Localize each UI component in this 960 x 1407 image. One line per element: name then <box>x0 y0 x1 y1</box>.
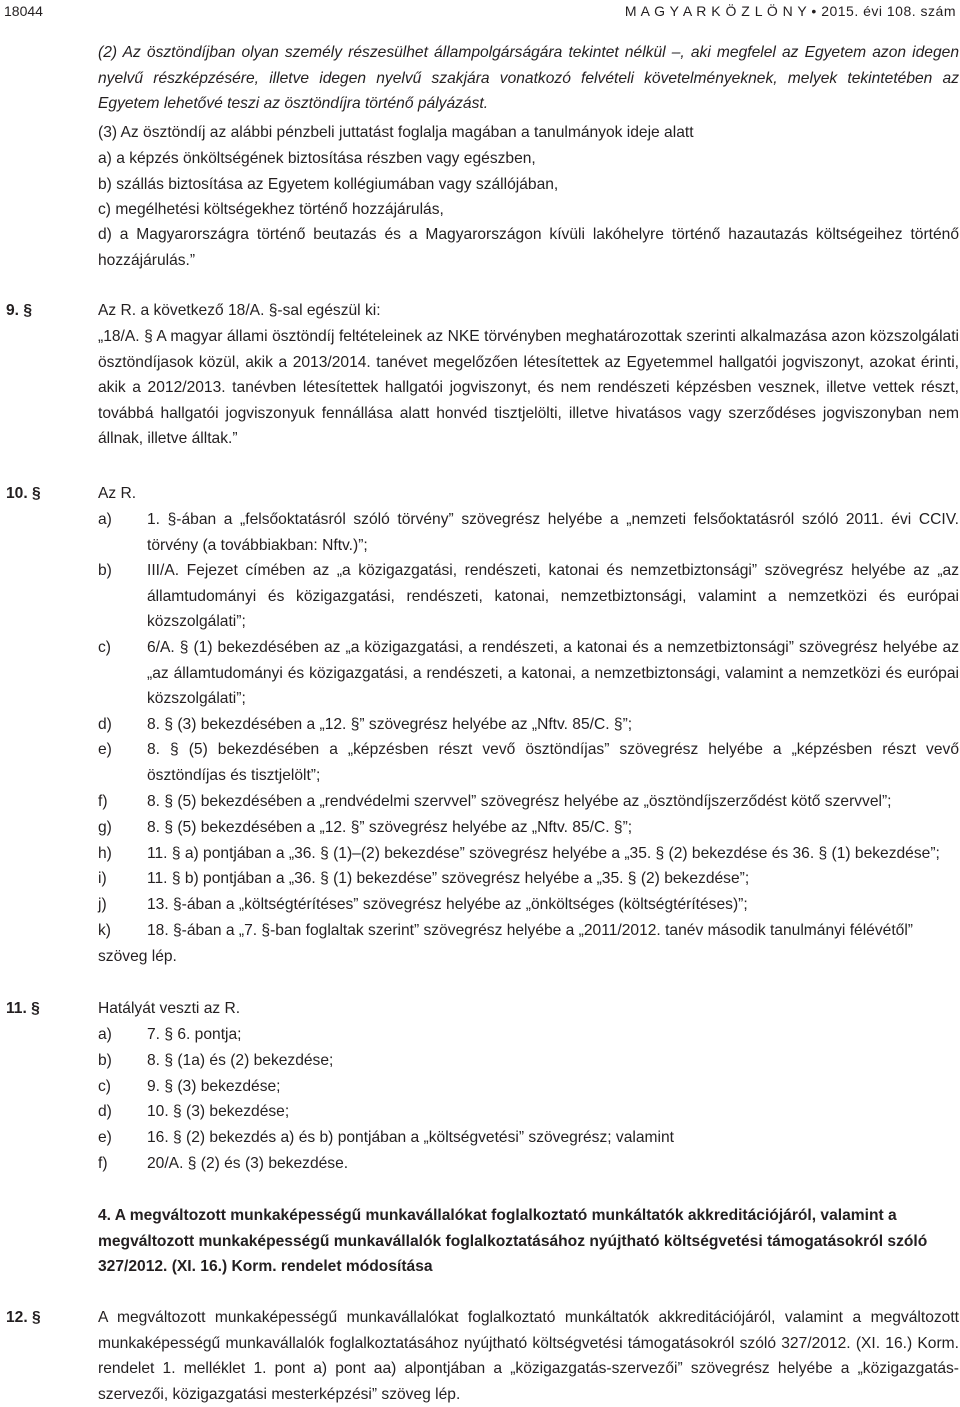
s10-item-text: 13. §-ában a „költségtérítéses” szövegrész helyébe az „önköltséges (költségtérítéses)”; <box>147 896 748 913</box>
s10-item-label: k) <box>98 922 111 939</box>
s11-item-label: b) <box>98 1052 112 1069</box>
s11-item-text: 10. § (3) bekezdése; <box>147 1103 290 1120</box>
section-9-lead: Az R. a következő 18/A. §-sal egészül ki: <box>98 302 381 319</box>
s10-item-label: d) <box>98 716 112 733</box>
s11-item-label: c) <box>98 1078 111 1095</box>
s10-item-text: 18. §-ában a „7. §-ban foglaltak szerint” szövegrész helyébe a „2011/2012. tanév második tanulmányi félévétől” <box>147 922 913 939</box>
s10-item-label: i) <box>98 870 107 887</box>
s10-item-text: 8. § (3) bekezdésében a „12. §” szövegrész helyébe az „Nftv. 85/C. §”; <box>147 716 633 733</box>
item-d: d) a Magyarországra történő beutazás és a Magyarországon kívüli lakóhelyre történő hazautazás költségeihez történő hozzájárulás.” <box>98 226 959 269</box>
item-a: a) a képzés önköltségének biztosítása részben vagy egészben, <box>98 150 536 167</box>
section-12-text: A megváltozott munkaképességű munkavállalókat foglalkoztató munkáltatók akkreditációjáról, valamint a megváltozott munkaképességű munkavállalók foglalkoztatásához nyújtható költségvetési támogatásokról szóló 327/2012. (XI. 16.) Korm. rendelet 1. melléklet 1. pont a) pont aa) alpontjában a „közigazgatás-szervezői” szövegrész helyébe a „közigazgatás-szervezői, közigazgatási mesterképzési” szöveg lép. <box>98 1309 959 1403</box>
s11-item-text: 16. § (2) bekezdés a) és b) pontjában a „költségvetési” szövegrész; valamint <box>147 1129 674 1146</box>
s10-item-label: c) <box>98 639 111 656</box>
s10-item-label: j) <box>98 896 107 913</box>
paragraph-2: (2) Az ösztöndíjban olyan személy részesülhet állampolgárságára tekintet nélkül –, aki megfelel az Egyetem azon idegen nyelvű részképzésére, illetve idegen nyelvű szakjára vonatkozó felvételi követelményeknek, melyek tekintetében az Egyetem lehetővé teszi az ösztöndíjra történő pályázást. <box>98 44 959 112</box>
s10-item-text: 11. § a) pontjában a „36. § (1)–(2) bekezdése” szövegrész helyébe a „35. § (2) bekezdése és 36. § (1) bekezdése”; <box>147 845 940 862</box>
paragraph-3: (3) Az ösztöndíj az alábbi pénzbeli juttatást foglalja magában a tanulmányok ideje alatt <box>98 124 694 141</box>
chapter-4-heading: 4. A megváltozott munkaképességű munkavállalókat foglalkoztató munkáltatók akkreditációjáról, valamint a megváltozott munkaképességű munkavállalók foglalkoztatásához nyújtható költségvetési támogatásokról szóló 327/2012. (XI. 16.) Korm. rendelet módosítása <box>98 1207 928 1275</box>
s10-item-text: 8. § (5) bekezdésében a „képzésben részt vevő ösztöndíjas” szövegrész helyébe a „képzésben részt vevő ösztöndíjas és tisztjelölt”; <box>147 741 959 784</box>
s11-item-label: a) <box>98 1026 112 1043</box>
s10-item-text: 8. § (5) bekezdésében a „rendvédelmi szervvel” szövegrész helyébe az „ösztöndíjszerződést kötő szervvel”; <box>147 793 892 810</box>
s10-item-text: 6/A. § (1) bekezdésében az „a közigazgatási, a rendészeti, a katonai és a nemzetbiztonsági” szövegrész helyébe az „az államtudományi és közigazgatási, a rendészeti, a katonai, a nemzetbiztonsági, valamint a nemzetközi és európai közszolgálati”; <box>147 639 959 707</box>
s10-item-text: 8. § (5) bekezdésében a „12. §” szövegrész helyébe az „Nftv. 85/C. §”; <box>147 819 633 836</box>
item-b: b) szállás biztosítása az Egyetem kollégiumában vagy szállójában, <box>98 176 559 193</box>
section-9-number: 9. § <box>6 302 33 319</box>
s10-item-label: a) <box>98 511 112 528</box>
section-10-lead: Az R. <box>98 485 137 502</box>
s11-item-text: 9. § (3) bekezdése; <box>147 1078 281 1095</box>
s11-item-text: 8. § (1a) és (2) bekezdése; <box>147 1052 334 1069</box>
s11-item-label: d) <box>98 1103 112 1120</box>
s10-item-text: 11. § b) pontjában a „36. § (1) bekezdése” szövegrész helyébe a „35. § (2) bekezdése”; <box>147 870 750 887</box>
page-header <box>4 0 956 22</box>
page-number: 18044 <box>4 3 43 19</box>
s10-closing-text: szöveg lép. <box>98 948 177 965</box>
section-9-text: „18/A. § A magyar állami ösztöndíj feltételeinek az NKE törvényben meghatározottak szerinti alkalmazása azon közszolgálati ösztöndíjasok közül, akik a 2013/2014. tanévet megelőzően létesítettek az Egyetemmel hallgatói jogviszonyt, azokat érinti, akik a 2012/2013. tanévben létesítettek hallgatói jogviszonyt, és nem rendészeti képzésben vesznek, illetve vettek részt, továbbá hallgatói jogviszonyuk fennállása alatt honvéd tisztjelölti, illetve hivatásos vagy szerződéses jogviszonyban nem állnak, illetve álltak.” <box>98 328 959 447</box>
section-12-number: 12. § <box>6 1309 41 1326</box>
s10-item-text: III/A. Fejezet címében az „a közigazgatási, rendészeti, katonai és nemzetbiztonsági” szövegrész helyébe az „az államtudományi és közigazgatási, rendészeti, katonai, nemzetbiztonsági, valamint a nemzetközi és európai közszolgálati”; <box>147 562 959 630</box>
s10-item-label: e) <box>98 741 112 758</box>
s10-item-label: g) <box>98 819 112 836</box>
s11-item-label: f) <box>98 1155 108 1172</box>
s10-item-label: f) <box>98 793 108 810</box>
s11-item-text: 20/A. § (2) és (3) bekezdése. <box>147 1155 349 1172</box>
journal-title: M A G Y A R K Ö Z L Ö N Y • 2015. évi 108. szám <box>624 3 956 19</box>
section-10-number: 10. § <box>6 485 41 502</box>
s10-item-label: b) <box>98 562 112 579</box>
s11-item-label: e) <box>98 1129 112 1146</box>
section-11-lead: Hatályát veszti az R. <box>98 1000 241 1017</box>
section-11-number: 11. § <box>6 1000 40 1017</box>
s10-item-label: h) <box>98 845 112 862</box>
s10-item-text: 1. §-ában a „felsőoktatásról szóló törvény” szövegrész helyébe a „nemzeti felsőoktatásról szóló 2011. évi CCIV. törvény (a továbbiakban: Nftv.)”; <box>147 511 959 554</box>
s11-item-text: 7. § 6. pontja; <box>147 1026 242 1043</box>
item-c: c) megélhetési költségekhez történő hozzájárulás, <box>98 201 444 218</box>
